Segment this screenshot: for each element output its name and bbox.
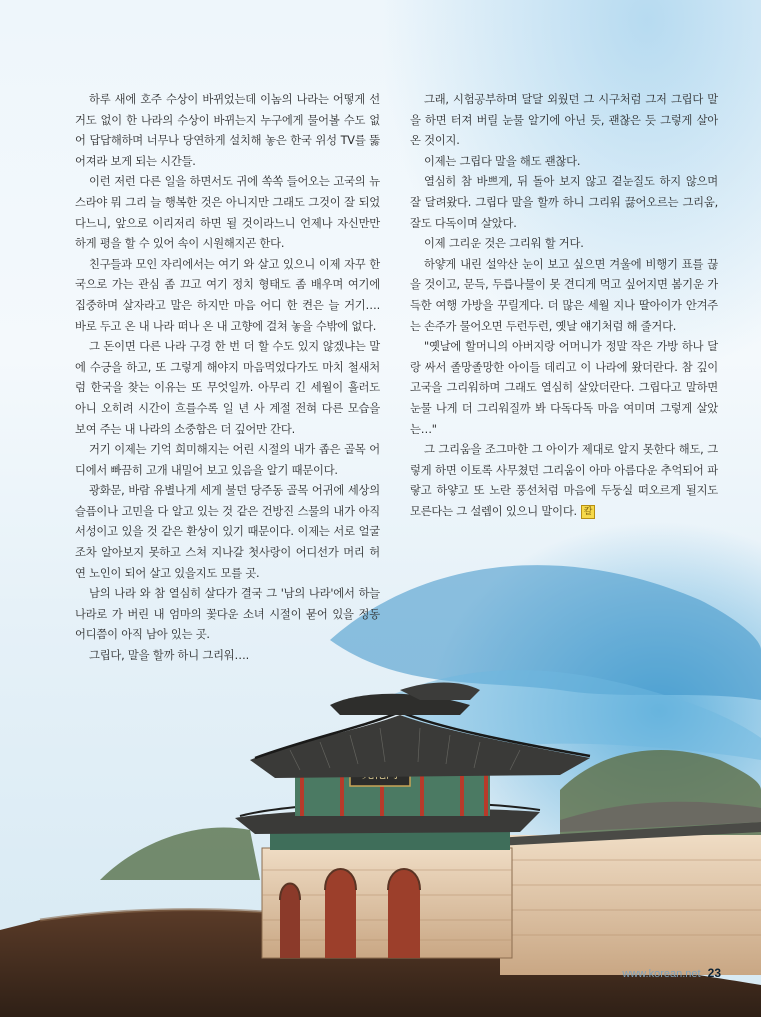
- paragraph-final-text: 그 그리움을 조그마한 그 아이가 제대로 알지 못한다 해도, 그렇게 하면 이토록 사무쳤던 그리움이 아마 아름다운 추억되어 파랗고 하얗고 또 노란 풍선처럼 마음에 두둥실 떠오르게 될지도 모른다는 그 설렘이 있으니 말이다.: [410, 443, 718, 518]
- paragraph: 이런 저런 다른 일을 하면서도 귀에 쏙쏙 들어오는 고국의 뉴스라야 뭐 그리 늘 행복한 것은 아니지만 그래도 그것이 잘 되었다느니, 앞으로 이리저리 하면 될 것이라느니 언제나 자신만만하게 평을 할 수 있어 속이 시원해지곤 한다.: [75, 175, 380, 251]
- paragraph: 친구들과 모인 자리에서는 여기 와 살고 있으니 이제 자꾸 한국으로 가는 관심 좀 끄고 여기 정치 형태도 좀 배우며 여기에 집중하며 살자라고 말은 하지만 마음 어디 한 켠은 늘 거기…. 바로 두고 온 내 나라 떠나 온 내 고향에 걸쳐 놓을 수밖에 없다.: [75, 257, 380, 333]
- page-number: 23: [707, 966, 721, 980]
- paragraph: 열심히 참 바쁘게, 뒤 돌아 보지 않고 곁눈질도 하지 않으며 잘 달려왔다. 그립다 말을 할까 하니 그리워 끓어오르는 그리움, 잘도 다독이며 살았다.: [410, 175, 718, 230]
- paragraph: 이제는 그립다 말을 해도 괜찮다.: [424, 154, 581, 168]
- paragraph: "옛날에 할머니의 아버지랑 어머니가 정말 작은 가방 하나 달랑 싸서 졸망졸망한 아이들 데리고 이 나라에 왔더란다. 참 깊이 고국을 그리워하며 그래도 열심히 살았더란다. 그립다고 말하면 눈물 나게 더 그리워질까 봐 다독다독 마음 여미며 그렇게 살았는…": [410, 340, 718, 436]
- paragraph: 광화문, 바람 유별나게 세게 불던 당주동 골목 어귀에 세상의 슬픔이나 고민을 다 알고 있는 것 같은 건방진 스물의 내가 아직 서성이고 있을 것 같은 환상이 있기 때문이다. 이제는 서로 얼굴조차 알아보지 못하고 스쳐 지나갈 첫사랑이 어디선가 머리 허연 노인이 되어 살고 있을지도 모를 곳.: [75, 484, 380, 580]
- end-mark-icon: 칼: [581, 505, 595, 519]
- article-column-right: [410, 90, 718, 522]
- paragraph: 남의 나라 와 참 열심히 살다가 결국 그 '남의 나라'에서 하늘나라로 가 버린 내 엄마의 꽃다운 소녀 시절이 묻어 있을 정동 어디쯤이 아직 남아 있는 곳.: [75, 587, 380, 642]
- paragraph-final: [410, 440, 718, 522]
- page-footer: [622, 966, 721, 980]
- paragraph: 하얗게 내린 설악산 눈이 보고 싶으면 겨울에 비행기 표를 끊을 것이고, 문득, 두릅나물이 못 견디게 먹고 싶어지면 봄기운 가득한 여행 가방을 꾸릴게다. 더 많은 세월 지나 딸아이가 안겨주는 손주가 물어오면 두런두런, 옛날 얘기처럼 해 줄거다.: [410, 257, 718, 333]
- footer-url[interactable]: www.korean.net: [622, 968, 701, 980]
- paragraph: 하루 새에 호주 수상이 바뀌었는데 이놈의 나라는 어떻게 선거도 없이 한 나라의 수상이 바뀌는지 누구에게 물어볼 수도 없어 답답해하며 너무나 당연하게 설치해 놓은 한국 위성 TV를 뚫어져라 보게 되는 시간들.: [75, 93, 380, 168]
- article-column-left: [75, 90, 380, 667]
- paragraph: 그 돈이면 다른 나라 구경 한 번 더 할 수도 있지 않겠냐는 말에 수긍을 하고, 또 그렇게 해야지 마음먹었다가도 마치 철새처럼 한국을 찾는 이유는 또 무엇일까. 아무리 긴 세월이 흘러도 아니 오히려 시간이 흐를수록 일 년 사 계절 전혀 다른 모습을 보여 주는 내 나라의 소중함은 더 깊어만 간다.: [75, 340, 380, 436]
- paragraph: 그래, 시험공부하며 달달 외웠던 그 시구처럼 그저 그립다 말을 하면 터져 버릴 눈물 알기에 아닌 듯, 괜찮은 듯 그렇게 살아 온 것이지.: [410, 93, 718, 148]
- paragraph: 이제 그리운 것은 그리워 할 거다.: [424, 237, 584, 251]
- paragraph: 거기 이제는 기억 희미해지는 어린 시절의 내가 좁은 골목 어디에서 빠끔히 고개 내밀어 보고 있음을 알기 때문이다.: [75, 443, 380, 477]
- paragraph: 그립다, 말을 할까 하니 그리워….: [89, 649, 249, 663]
